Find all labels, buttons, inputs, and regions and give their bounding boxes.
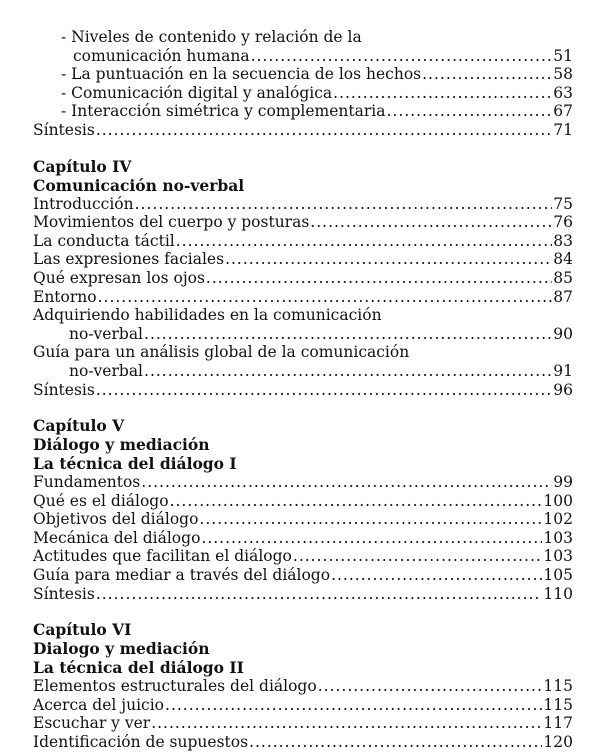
toc-entry-title: Objetivos del diálogo: [33, 510, 199, 529]
toc-entry[interactable]: [33, 121, 573, 140]
toc-entry-title: comunicación humana: [73, 46, 250, 65]
chapter-title: Diálogo y mediación: [33, 435, 210, 455]
toc-entry[interactable]: [33, 362, 573, 381]
chapter-title: Comunicación no-verbal: [33, 175, 245, 195]
toc-entry-title: no-verbal: [69, 361, 144, 380]
toc-entry-page: 58: [553, 65, 573, 84]
toc-entry-page: 71: [553, 120, 573, 139]
chapter-subtitle: La técnica del diálogo II: [33, 658, 244, 678]
toc-entry[interactable]: [33, 65, 573, 84]
toc-entry-page: 63: [553, 83, 573, 102]
toc-entry-page: 51: [553, 46, 573, 65]
chapter-subtitle: La técnica del diálogo I: [33, 454, 237, 474]
chapter-label: Capítulo V: [33, 416, 125, 436]
toc-entry[interactable]: [33, 529, 573, 548]
toc-entry-title: Entorno: [33, 287, 97, 306]
toc-entry-title: La conducta táctil: [33, 231, 175, 250]
toc-line: Guía para un análisis global de la comunicación: [33, 343, 410, 362]
dot-leader: [96, 381, 552, 400]
toc-line: Adquiriendo habilidades en la comunicación: [33, 306, 382, 325]
toc-entry-page: 96: [553, 380, 573, 399]
toc-entry-title: Acerca del juicio: [33, 695, 165, 714]
toc-entry-page: 90: [553, 324, 573, 343]
toc-entry-page: 110: [543, 584, 573, 603]
toc-entry-title: - Interacción simétrica y complementaria: [61, 102, 386, 121]
dot-leader: [422, 65, 552, 84]
dot-leader: [144, 325, 552, 344]
toc-entry[interactable]: [33, 288, 573, 307]
toc-entry-page: 76: [553, 213, 573, 232]
toc-entry[interactable]: [33, 195, 573, 214]
dot-leader: [144, 362, 552, 381]
toc-entry[interactable]: [33, 102, 573, 121]
toc-entry[interactable]: [33, 473, 573, 492]
toc-entry[interactable]: [33, 325, 573, 344]
toc-entry-page: 99: [553, 473, 573, 492]
chapter-6: [33, 620, 573, 751]
toc-entry-title: Escuchar y ver: [33, 714, 151, 733]
dot-leader: [165, 696, 542, 715]
dot-leader: [141, 473, 552, 492]
toc-entry-title: - La puntuación en la secuencia de los hechos: [61, 65, 422, 84]
toc-entry-page: 115: [543, 695, 573, 714]
toc-entry[interactable]: [33, 250, 573, 269]
toc-entry-title: Mecánica del diálogo: [33, 528, 201, 547]
toc-line: - Niveles de contenido y relación de la: [61, 28, 362, 46]
dot-leader: [310, 213, 552, 232]
toc-entry-title: Qué es el diálogo: [33, 491, 169, 510]
chapter-label: Capítulo VI: [33, 620, 132, 640]
toc-entry-title: Síntesis: [33, 120, 95, 139]
toc-entry[interactable]: [33, 269, 573, 288]
toc-entry-title: Qué expresan los ojos: [33, 268, 205, 287]
toc-entry-title: Fundamentos: [33, 473, 141, 492]
toc-entry-title: no-verbal: [69, 324, 144, 343]
dot-leader: [206, 269, 552, 288]
dot-leader: [96, 585, 543, 604]
toc-entry-page: 100: [543, 491, 573, 510]
dot-leader: [151, 714, 542, 733]
dot-leader: [333, 84, 552, 103]
toc-entry[interactable]: [33, 510, 573, 529]
toc-entry-title: Elementos estructurales del diálogo: [33, 677, 317, 696]
toc-entry-page: 67: [553, 102, 573, 121]
toc-entry-title: Guía para mediar a través del diálogo: [33, 566, 331, 585]
dot-leader: [199, 510, 542, 529]
toc-entry-page: 84: [553, 250, 573, 269]
toc-entry-page: 87: [553, 287, 573, 306]
dot-leader: [331, 566, 542, 585]
toc-entry-title: Identificación de supuestos: [33, 733, 249, 752]
toc-entry[interactable]: [33, 566, 573, 585]
toc-entry-page: 115: [543, 677, 573, 696]
toc-entry[interactable]: [33, 696, 573, 715]
toc-entry-title: - Comunicación digital y analógica: [61, 83, 333, 102]
chapter-title: Dialogo y mediación: [33, 639, 210, 659]
toc-entry[interactable]: [33, 47, 573, 66]
table-of-contents: [33, 28, 573, 752]
dot-leader: [170, 492, 543, 511]
chapter-label: Capítulo IV: [33, 156, 132, 176]
toc-entry-page: 120: [543, 733, 573, 752]
chapter-5: [33, 416, 573, 603]
dot-leader: [318, 677, 543, 696]
toc-entry[interactable]: [33, 585, 573, 604]
toc-entry[interactable]: [33, 213, 573, 232]
toc-entry-page: 75: [553, 194, 573, 213]
toc-entry[interactable]: [33, 492, 573, 511]
dot-leader: [251, 47, 553, 66]
toc-entry-page: 91: [553, 361, 573, 380]
toc-entry-title: Las expresiones faciales: [33, 250, 225, 269]
toc-entry-page: 103: [543, 547, 573, 566]
toc-entry-page: 83: [553, 231, 573, 250]
toc-entry[interactable]: [33, 677, 573, 696]
toc-entry[interactable]: [33, 232, 573, 251]
toc-entry[interactable]: [33, 381, 573, 400]
toc-entry-title: Síntesis: [33, 380, 95, 399]
toc-entry-title: Movimientos del cuerpo y posturas: [33, 213, 310, 232]
toc-entry[interactable]: [33, 547, 573, 566]
dot-leader: [387, 102, 553, 121]
toc-entry-page: 102: [543, 510, 573, 529]
dot-leader: [96, 121, 552, 140]
dot-leader: [201, 529, 542, 548]
toc-entry-page: 105: [543, 566, 573, 585]
lead-section: [33, 28, 573, 140]
toc-entry-title: Síntesis: [33, 584, 95, 603]
toc-entry-page: 85: [553, 268, 573, 287]
dot-leader: [225, 250, 552, 269]
toc-entry-title: Actitudes que facilitan el diálogo: [33, 547, 292, 566]
toc-entry[interactable]: [33, 733, 573, 752]
toc-entry-title: Introducción: [33, 194, 134, 213]
toc-entry-page: 117: [543, 714, 573, 733]
chapter-4: [33, 157, 573, 400]
toc-entry[interactable]: [33, 84, 573, 103]
dot-leader: [293, 547, 543, 566]
toc-entry[interactable]: [33, 714, 573, 733]
dot-leader: [135, 195, 553, 214]
dot-leader: [249, 733, 542, 752]
dot-leader: [176, 232, 553, 251]
toc-entry-page: 103: [543, 528, 573, 547]
dot-leader: [98, 288, 553, 307]
